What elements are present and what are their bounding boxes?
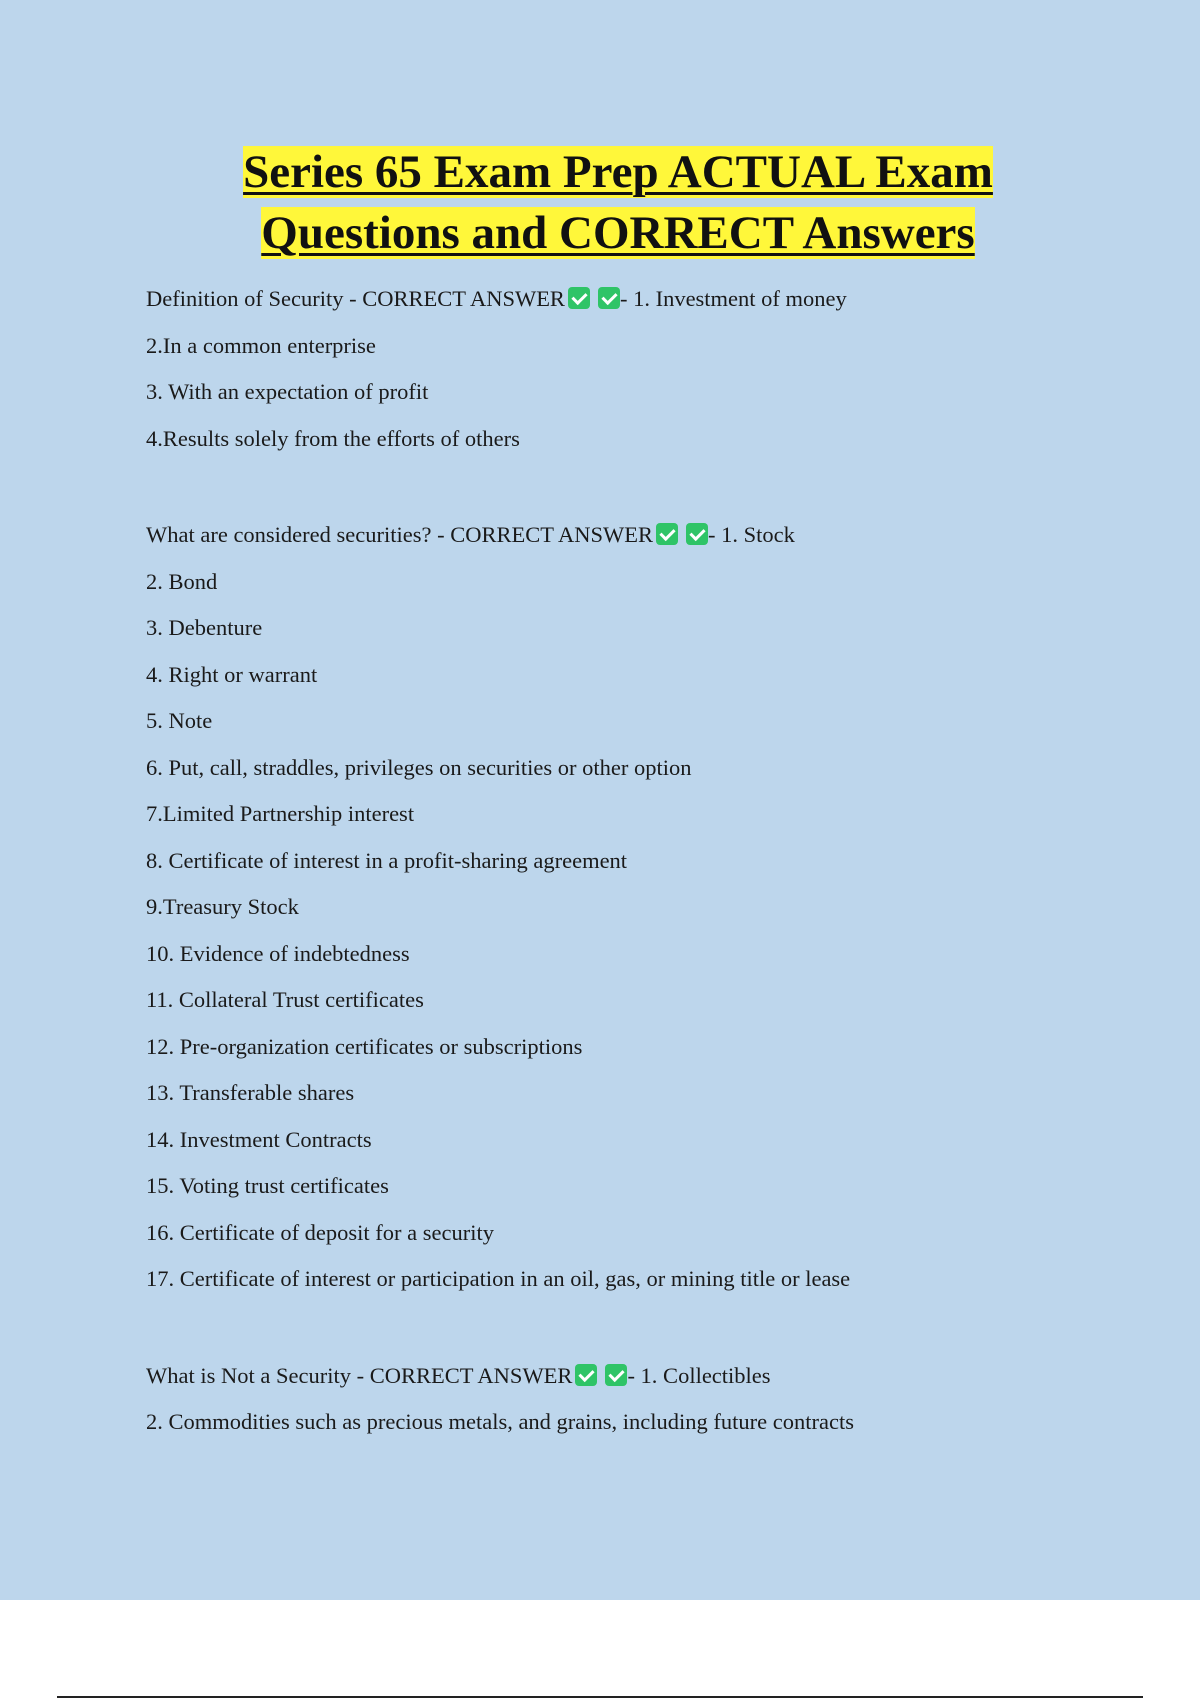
question-text: What are considered securities? - CORRECT ANSWER [146,522,653,547]
title-line-2: Questions and CORRECT Answers [261,207,975,259]
check-badge-icon [686,523,708,545]
check-badge-icon [605,1364,627,1386]
footer-rule [57,1696,1143,1698]
section-gap [146,468,1146,518]
list-item: 11. Collateral Trust certificates [146,987,424,1012]
qa-content [146,282,1146,1452]
answer-text: - 1. Collectibles [627,1362,771,1388]
list-item: 3. With an expectation of profit [146,379,429,404]
check-badge-icon [656,523,678,545]
question-line [146,518,1146,565]
question-text: Definition of Security - CORRECT ANSWER [146,286,565,311]
question-line [146,282,1146,329]
question-line [146,1359,1146,1406]
list-item: 14. Investment Contracts [146,1126,372,1152]
question-text: What is Not a Security - CORRECT ANSWER [146,1362,573,1388]
list-item: 12. Pre-organization certificates or subscriptions [146,1033,583,1059]
check-badge-icon [575,1364,597,1386]
answer-text: - 1. Stock [707,522,795,547]
list-item: 2. Commodities such as precious metals, and grains, including future contracts [146,1409,854,1434]
section-gap [146,1309,1146,1359]
list-item: 13. Transferable shares [146,1080,355,1105]
list-item: 10. Evidence of indebtedness [146,940,410,966]
list-item: 7.Limited Partnership interest [146,801,415,826]
list-item: 17. Certificate of interest or participation in an oil, gas, or mining title or lease [146,1266,851,1291]
list-item: 8. Certificate of interest in a profit-sharing agreement [146,847,628,873]
list-item: 3. Debenture [146,615,263,640]
list-item: 15. Voting trust certificates [146,1173,389,1198]
list-item: 2. Bond [146,568,218,594]
check-badge-icon [598,287,620,309]
check-badge-icon [568,287,590,309]
list-item: 6. Put, call, straddles, privileges on securities or other option [146,754,692,780]
answer-text: - 1. Investment of money [619,286,847,311]
list-item: 16. Certificate of deposit for a security [146,1219,495,1245]
list-item: 5. Note [146,708,213,733]
list-item: 9.Treasury Stock [146,894,299,919]
document-title [0,142,1200,264]
list-item: 4. Right or warrant [146,661,318,687]
list-item: 4.Results solely from the efforts of others [146,425,520,451]
list-item: 2.In a common enterprise [146,332,376,358]
title-line-1: Series 65 Exam Prep ACTUAL Exam [243,146,993,198]
